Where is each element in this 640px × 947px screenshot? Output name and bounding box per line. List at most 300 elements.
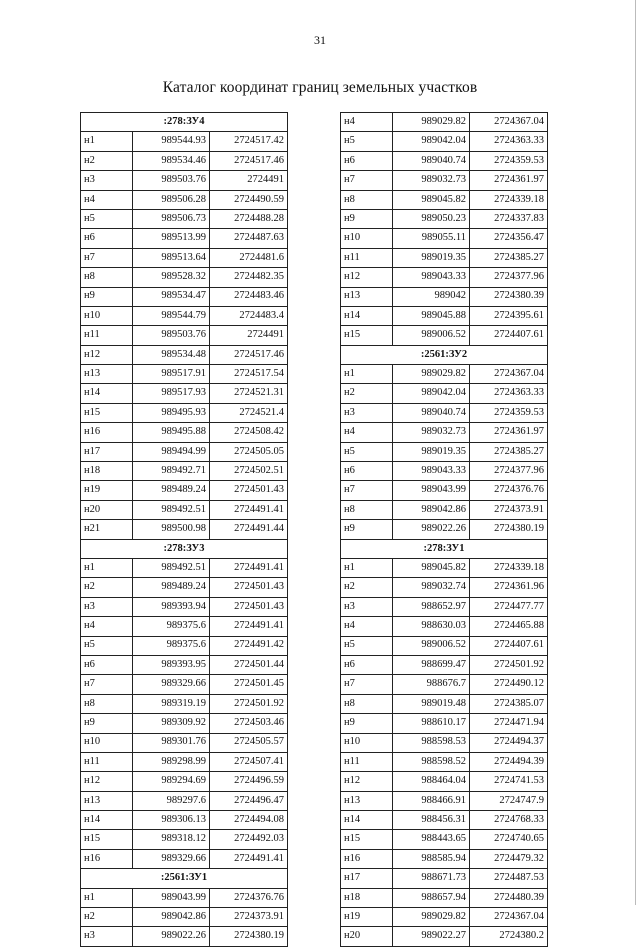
- x-coordinate-cell: 989050.23: [393, 209, 470, 228]
- section-header-row: [81, 113, 288, 132]
- x-coordinate-cell: 989534.47: [133, 287, 210, 306]
- table-row: [341, 869, 548, 888]
- point-number-cell: н16: [81, 423, 133, 442]
- y-coordinate-cell: 2724407.61: [470, 326, 548, 345]
- point-number-cell: н7: [81, 248, 133, 267]
- point-number-cell: н3: [341, 597, 393, 616]
- point-number-cell: н4: [81, 190, 133, 209]
- x-coordinate-cell: 989534.46: [133, 151, 210, 170]
- point-number-cell: н5: [341, 442, 393, 461]
- point-number-cell: н7: [341, 675, 393, 694]
- table-row: [341, 578, 548, 597]
- table-row: [341, 132, 548, 151]
- point-number-cell: н8: [81, 268, 133, 287]
- y-coordinate-cell: 2724488.28: [210, 209, 288, 228]
- x-coordinate-cell: 989492.51: [133, 558, 210, 577]
- x-coordinate-cell: 989503.76: [133, 326, 210, 345]
- point-number-cell: н10: [341, 229, 393, 248]
- y-coordinate-cell: 2724491.42: [210, 636, 288, 655]
- x-coordinate-cell: 989294.69: [133, 772, 210, 791]
- y-coordinate-cell: 2724465.88: [470, 617, 548, 636]
- x-coordinate-cell: 989503.76: [133, 171, 210, 190]
- point-number-cell: н9: [81, 287, 133, 306]
- x-coordinate-cell: 989309.92: [133, 714, 210, 733]
- x-coordinate-cell: 988585.94: [393, 849, 470, 868]
- table-row: [341, 675, 548, 694]
- point-number-cell: н4: [81, 617, 133, 636]
- x-coordinate-cell: 989393.94: [133, 597, 210, 616]
- x-coordinate-cell: 989375.6: [133, 617, 210, 636]
- table-row: [81, 694, 288, 713]
- y-coordinate-cell: 2724505.57: [210, 733, 288, 752]
- table-row: [341, 520, 548, 539]
- x-coordinate-cell: 989032.73: [393, 423, 470, 442]
- point-number-cell: н8: [341, 500, 393, 519]
- y-coordinate-cell: 2724494.08: [210, 811, 288, 830]
- table-row: [341, 462, 548, 481]
- point-number-cell: н9: [81, 714, 133, 733]
- point-number-cell: н12: [81, 772, 133, 791]
- y-coordinate-cell: 2724517.46: [210, 345, 288, 364]
- y-coordinate-cell: 2724380.19: [210, 927, 288, 946]
- x-coordinate-cell: 989042.86: [393, 500, 470, 519]
- point-number-cell: н2: [341, 578, 393, 597]
- x-coordinate-cell: 989042.04: [393, 132, 470, 151]
- point-number-cell: н13: [81, 365, 133, 384]
- table-row: [81, 132, 288, 151]
- y-coordinate-cell: 2724363.33: [470, 132, 548, 151]
- point-number-cell: н2: [81, 151, 133, 170]
- point-number-cell: н2: [341, 384, 393, 403]
- table-row: [341, 597, 548, 616]
- x-coordinate-cell: 989006.52: [393, 326, 470, 345]
- point-number-cell: н11: [81, 326, 133, 345]
- y-coordinate-cell: 2724741.53: [470, 772, 548, 791]
- y-coordinate-cell: 2724477.77: [470, 597, 548, 616]
- x-coordinate-cell: 989492.51: [133, 500, 210, 519]
- table-row: [81, 287, 288, 306]
- point-number-cell: н18: [341, 888, 393, 907]
- x-coordinate-cell: 989019.35: [393, 442, 470, 461]
- y-coordinate-cell: 2724376.76: [210, 888, 288, 907]
- section-header-row: [341, 345, 548, 364]
- y-coordinate-cell: 2724361.96: [470, 578, 548, 597]
- table-row: [341, 908, 548, 927]
- x-coordinate-cell: 989517.93: [133, 384, 210, 403]
- y-coordinate-cell: 2724490.59: [210, 190, 288, 209]
- y-coordinate-cell: 2724385.27: [470, 442, 548, 461]
- y-coordinate-cell: 2724491.41: [210, 849, 288, 868]
- point-number-cell: н5: [341, 636, 393, 655]
- x-coordinate-cell: 989043.99: [133, 888, 210, 907]
- y-coordinate-cell: 2724491: [210, 171, 288, 190]
- table-row: [81, 209, 288, 228]
- table-row: [81, 927, 288, 946]
- table-row: [81, 403, 288, 422]
- point-number-cell: н18: [81, 462, 133, 481]
- x-coordinate-cell: 989055.11: [393, 229, 470, 248]
- point-number-cell: н5: [81, 636, 133, 655]
- table-row: [81, 423, 288, 442]
- x-coordinate-cell: 989045.88: [393, 306, 470, 325]
- x-coordinate-cell: 989029.82: [393, 365, 470, 384]
- point-number-cell: н14: [341, 306, 393, 325]
- parcel-section-label: :278:ЗУ3: [81, 539, 288, 558]
- y-coordinate-cell: 2724380.39: [470, 287, 548, 306]
- x-coordinate-cell: 989306.13: [133, 811, 210, 830]
- y-coordinate-cell: 2724491.41: [210, 558, 288, 577]
- x-coordinate-cell: 988598.52: [393, 752, 470, 771]
- x-coordinate-cell: 989019.35: [393, 248, 470, 267]
- x-coordinate-cell: 989500.98: [133, 520, 210, 539]
- point-number-cell: н8: [341, 190, 393, 209]
- point-number-cell: н5: [341, 132, 393, 151]
- parcel-section-label: :278:ЗУ1: [341, 539, 548, 558]
- table-row: [341, 113, 548, 132]
- point-number-cell: н19: [341, 908, 393, 927]
- y-coordinate-cell: 2724361.97: [470, 423, 548, 442]
- y-coordinate-cell: 2724501.43: [210, 481, 288, 500]
- y-coordinate-cell: 2724483.4: [210, 306, 288, 325]
- y-coordinate-cell: 2724501.44: [210, 655, 288, 674]
- point-number-cell: н19: [81, 481, 133, 500]
- point-number-cell: н7: [341, 481, 393, 500]
- point-number-cell: н2: [81, 578, 133, 597]
- table-row: [81, 500, 288, 519]
- x-coordinate-cell: 989513.99: [133, 229, 210, 248]
- y-coordinate-cell: 2724501.92: [470, 655, 548, 674]
- y-coordinate-cell: 2724487.63: [210, 229, 288, 248]
- table-row: [81, 229, 288, 248]
- table-row: [81, 733, 288, 752]
- table-row: [81, 462, 288, 481]
- x-coordinate-cell: 989032.73: [393, 171, 470, 190]
- section-header-row: [81, 869, 288, 888]
- x-coordinate-cell: 989513.64: [133, 248, 210, 267]
- coordinates-table-right: [340, 112, 548, 947]
- x-coordinate-cell: 989319.19: [133, 694, 210, 713]
- table-row: [341, 617, 548, 636]
- table-row: [81, 811, 288, 830]
- point-number-cell: н10: [81, 733, 133, 752]
- y-coordinate-cell: 2724505.05: [210, 442, 288, 461]
- point-number-cell: н1: [341, 365, 393, 384]
- point-number-cell: н14: [81, 811, 133, 830]
- point-number-cell: н15: [341, 830, 393, 849]
- x-coordinate-cell: 988464.04: [393, 772, 470, 791]
- x-coordinate-cell: 989506.73: [133, 209, 210, 228]
- x-coordinate-cell: 989375.6: [133, 636, 210, 655]
- x-coordinate-cell: 989297.6: [133, 791, 210, 810]
- x-coordinate-cell: 989489.24: [133, 481, 210, 500]
- y-coordinate-cell: 2724740.65: [470, 830, 548, 849]
- point-number-cell: н8: [341, 694, 393, 713]
- x-coordinate-cell: 989301.76: [133, 733, 210, 752]
- x-coordinate-cell: 989043.99: [393, 481, 470, 500]
- table-row: [341, 791, 548, 810]
- point-number-cell: н3: [81, 927, 133, 946]
- table-row: [81, 908, 288, 927]
- table-row: [341, 714, 548, 733]
- section-header-row: [341, 539, 548, 558]
- point-number-cell: н20: [81, 500, 133, 519]
- x-coordinate-cell: 989045.82: [393, 558, 470, 577]
- x-coordinate-cell: 989495.88: [133, 423, 210, 442]
- table-row: [81, 326, 288, 345]
- table-row: [341, 442, 548, 461]
- x-coordinate-cell: 989494.99: [133, 442, 210, 461]
- table-row: [341, 849, 548, 868]
- x-coordinate-cell: 989042: [393, 287, 470, 306]
- y-coordinate-cell: 2724521.31: [210, 384, 288, 403]
- table-row: [341, 151, 548, 170]
- y-coordinate-cell: 2724385.07: [470, 694, 548, 713]
- parcel-section-label: :278:ЗУ4: [81, 113, 288, 132]
- point-number-cell: н6: [341, 462, 393, 481]
- point-number-cell: н4: [341, 423, 393, 442]
- table-row: [81, 365, 288, 384]
- x-coordinate-cell: 989040.74: [393, 151, 470, 170]
- x-coordinate-cell: 989022.27: [393, 927, 470, 946]
- y-coordinate-cell: 2724502.51: [210, 462, 288, 481]
- x-coordinate-cell: 989042.86: [133, 908, 210, 927]
- table-row: [341, 752, 548, 771]
- x-coordinate-cell: 989544.93: [133, 132, 210, 151]
- table-row: [81, 268, 288, 287]
- table-row: [341, 384, 548, 403]
- table-row: [341, 655, 548, 674]
- table-row: [81, 384, 288, 403]
- x-coordinate-cell: 988466.91: [393, 791, 470, 810]
- table-row: [341, 481, 548, 500]
- y-coordinate-cell: 2724373.91: [470, 500, 548, 519]
- y-coordinate-cell: 2724376.76: [470, 481, 548, 500]
- table-row: [81, 442, 288, 461]
- point-number-cell: н1: [341, 558, 393, 577]
- y-coordinate-cell: 2724359.53: [470, 403, 548, 422]
- coordinates-table-left: [80, 112, 288, 947]
- table-row: [341, 811, 548, 830]
- table-row: [81, 171, 288, 190]
- x-coordinate-cell: 989045.82: [393, 190, 470, 209]
- table-row: [341, 268, 548, 287]
- point-number-cell: н17: [81, 442, 133, 461]
- point-number-cell: н3: [341, 403, 393, 422]
- y-coordinate-cell: 2724380.19: [470, 520, 548, 539]
- x-coordinate-cell: 989022.26: [133, 927, 210, 946]
- point-number-cell: н15: [81, 403, 133, 422]
- y-coordinate-cell: 2724361.97: [470, 171, 548, 190]
- y-coordinate-cell: 2724373.91: [210, 908, 288, 927]
- point-number-cell: н16: [81, 849, 133, 868]
- x-coordinate-cell: 989495.93: [133, 403, 210, 422]
- point-number-cell: н11: [81, 752, 133, 771]
- point-number-cell: н10: [81, 306, 133, 325]
- table-row: [341, 403, 548, 422]
- y-coordinate-cell: 2724367.04: [470, 113, 548, 132]
- table-row: [341, 326, 548, 345]
- table-row: [81, 849, 288, 868]
- x-coordinate-cell: 989032.74: [393, 578, 470, 597]
- point-number-cell: н6: [81, 655, 133, 674]
- table-row: [81, 481, 288, 500]
- point-number-cell: н4: [341, 617, 393, 636]
- y-coordinate-cell: 2724367.04: [470, 908, 548, 927]
- point-number-cell: н15: [81, 830, 133, 849]
- y-coordinate-cell: 2724356.47: [470, 229, 548, 248]
- y-coordinate-cell: 2724747.9: [470, 791, 548, 810]
- y-coordinate-cell: 2724501.43: [210, 597, 288, 616]
- y-coordinate-cell: 2724471.94: [470, 714, 548, 733]
- table-row: [81, 248, 288, 267]
- point-number-cell: н6: [81, 229, 133, 248]
- table-row: [341, 287, 548, 306]
- y-coordinate-cell: 2724501.92: [210, 694, 288, 713]
- x-coordinate-cell: 989006.52: [393, 636, 470, 655]
- table-row: [341, 558, 548, 577]
- y-coordinate-cell: 2724494.39: [470, 752, 548, 771]
- table-row: [341, 209, 548, 228]
- y-coordinate-cell: 2724491.44: [210, 520, 288, 539]
- y-coordinate-cell: 2724501.45: [210, 675, 288, 694]
- table-row: [81, 752, 288, 771]
- x-coordinate-cell: 988630.03: [393, 617, 470, 636]
- x-coordinate-cell: 989029.82: [393, 113, 470, 132]
- point-number-cell: н3: [81, 597, 133, 616]
- x-coordinate-cell: 988699.47: [393, 655, 470, 674]
- table-row: [341, 365, 548, 384]
- x-coordinate-cell: 988671.73: [393, 869, 470, 888]
- y-coordinate-cell: 2724508.42: [210, 423, 288, 442]
- x-coordinate-cell: 989329.66: [133, 849, 210, 868]
- table-row: [341, 694, 548, 713]
- point-number-cell: н1: [81, 558, 133, 577]
- x-coordinate-cell: 988676.7: [393, 675, 470, 694]
- y-coordinate-cell: 2724339.18: [470, 558, 548, 577]
- y-coordinate-cell: 2724491.41: [210, 500, 288, 519]
- point-number-cell: н9: [341, 209, 393, 228]
- point-number-cell: н6: [341, 655, 393, 674]
- point-number-cell: н15: [341, 326, 393, 345]
- scan-edge-line: [635, 0, 636, 905]
- y-coordinate-cell: 2724380.2: [470, 927, 548, 946]
- x-coordinate-cell: 988657.94: [393, 888, 470, 907]
- table-row: [81, 791, 288, 810]
- x-coordinate-cell: 988652.97: [393, 597, 470, 616]
- point-number-cell: н6: [341, 151, 393, 170]
- y-coordinate-cell: 2724491.41: [210, 617, 288, 636]
- x-coordinate-cell: 989534.48: [133, 345, 210, 364]
- y-coordinate-cell: 2724490.12: [470, 675, 548, 694]
- x-coordinate-cell: 989042.04: [393, 384, 470, 403]
- y-coordinate-cell: 2724517.54: [210, 365, 288, 384]
- y-coordinate-cell: 2724339.18: [470, 190, 548, 209]
- y-coordinate-cell: 2724496.59: [210, 772, 288, 791]
- point-number-cell: н4: [341, 113, 393, 132]
- table-row: [81, 772, 288, 791]
- x-coordinate-cell: 989489.24: [133, 578, 210, 597]
- point-number-cell: н20: [341, 927, 393, 946]
- y-coordinate-cell: 2724359.53: [470, 151, 548, 170]
- point-number-cell: н14: [341, 811, 393, 830]
- point-number-cell: н9: [341, 520, 393, 539]
- table-row: [81, 520, 288, 539]
- point-number-cell: н12: [341, 772, 393, 791]
- point-number-cell: н2: [81, 908, 133, 927]
- x-coordinate-cell: 989528.32: [133, 268, 210, 287]
- table-row: [341, 423, 548, 442]
- y-coordinate-cell: 2724491: [210, 326, 288, 345]
- point-number-cell: н5: [81, 209, 133, 228]
- table-row: [341, 733, 548, 752]
- point-number-cell: н14: [81, 384, 133, 403]
- table-row: [341, 927, 548, 946]
- point-number-cell: н1: [81, 132, 133, 151]
- parcel-section-label: :2561:ЗУ1: [81, 869, 288, 888]
- point-number-cell: н7: [81, 675, 133, 694]
- table-row: [81, 714, 288, 733]
- page-number: 31: [314, 33, 326, 47]
- y-coordinate-cell: 2724482.35: [210, 268, 288, 287]
- point-number-cell: н13: [81, 791, 133, 810]
- table-row: [81, 597, 288, 616]
- x-coordinate-cell: 989022.26: [393, 520, 470, 539]
- y-coordinate-cell: 2724517.42: [210, 132, 288, 151]
- table-row: [341, 772, 548, 791]
- x-coordinate-cell: 988598.53: [393, 733, 470, 752]
- table-row: [341, 306, 548, 325]
- y-coordinate-cell: 2724479.32: [470, 849, 548, 868]
- x-coordinate-cell: 988610.17: [393, 714, 470, 733]
- y-coordinate-cell: 2724496.47: [210, 791, 288, 810]
- table-row: [341, 500, 548, 519]
- y-coordinate-cell: 2724480.39: [470, 888, 548, 907]
- x-coordinate-cell: 989492.71: [133, 462, 210, 481]
- x-coordinate-cell: 989298.99: [133, 752, 210, 771]
- x-coordinate-cell: 988443.65: [393, 830, 470, 849]
- point-number-cell: н21: [81, 520, 133, 539]
- y-coordinate-cell: 2724517.46: [210, 151, 288, 170]
- point-number-cell: н13: [341, 287, 393, 306]
- x-coordinate-cell: 989318.12: [133, 830, 210, 849]
- x-coordinate-cell: 989393.95: [133, 655, 210, 674]
- y-coordinate-cell: 2724481.6: [210, 248, 288, 267]
- point-number-cell: н16: [341, 849, 393, 868]
- y-coordinate-cell: 2724385.27: [470, 248, 548, 267]
- table-row: [81, 617, 288, 636]
- x-coordinate-cell: 989517.91: [133, 365, 210, 384]
- point-number-cell: н17: [341, 869, 393, 888]
- point-number-cell: н12: [81, 345, 133, 364]
- point-number-cell: н8: [81, 694, 133, 713]
- x-coordinate-cell: 988456.31: [393, 811, 470, 830]
- y-coordinate-cell: 2724395.61: [470, 306, 548, 325]
- table-row: [81, 151, 288, 170]
- y-coordinate-cell: 2724337.83: [470, 209, 548, 228]
- table-row: [81, 830, 288, 849]
- y-coordinate-cell: 2724407.61: [470, 636, 548, 655]
- point-number-cell: н9: [341, 714, 393, 733]
- x-coordinate-cell: 989544.79: [133, 306, 210, 325]
- y-coordinate-cell: 2724367.04: [470, 365, 548, 384]
- y-coordinate-cell: 2724377.96: [470, 462, 548, 481]
- y-coordinate-cell: 2724503.46: [210, 714, 288, 733]
- x-coordinate-cell: 989506.28: [133, 190, 210, 209]
- point-number-cell: н1: [81, 888, 133, 907]
- table-row: [81, 306, 288, 325]
- parcel-section-label: :2561:ЗУ2: [341, 345, 548, 364]
- y-coordinate-cell: 2724494.37: [470, 733, 548, 752]
